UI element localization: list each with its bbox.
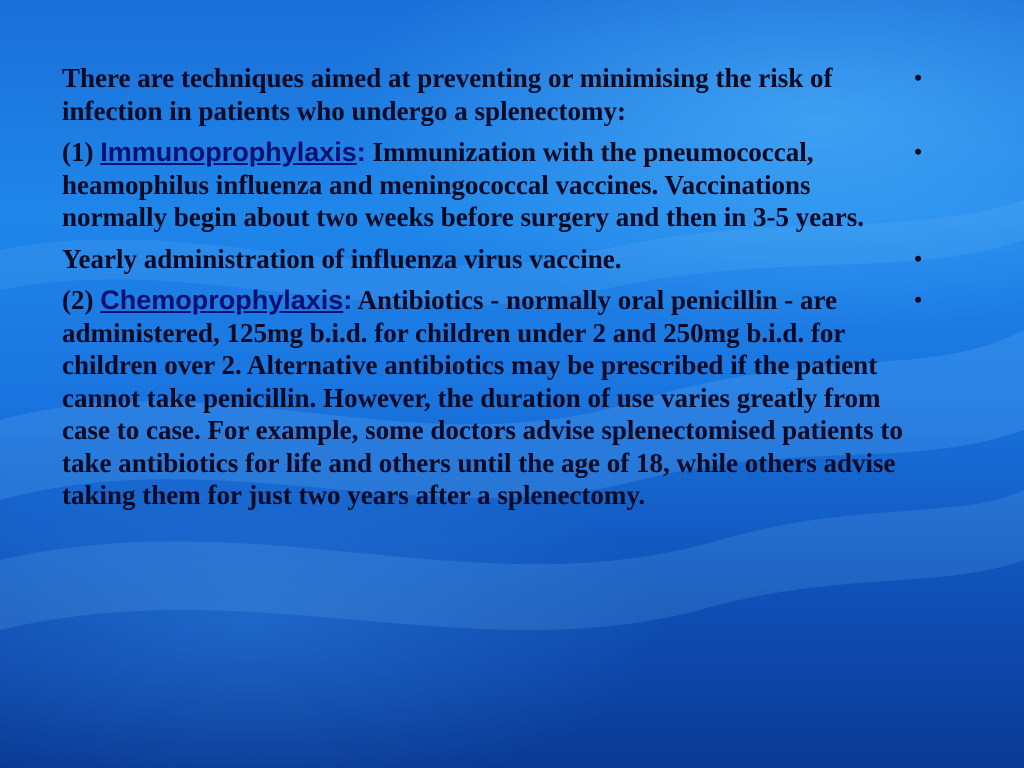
bullet-text: Immunization with the pneumococcal, heamophilus influenza and meningococcal vaccines. Vaccinations normally begin about two weeks before surgery and then in 3-5 years. <box>62 137 864 232</box>
bullet-item-immunoprophylaxis <box>62 136 922 234</box>
term-colon: : <box>356 137 366 167</box>
bullet-text: Antibiotics - normally oral penicillin - are administered, 125mg b.i.d. for children under 2 and 250mg b.i.d. for children over 2. Alternative antibiotics may be prescribed if the patient cannot take penicillin. However, the duration of use varies greatly from case to case. For example, some doctors advise splenectomised patients to take antibiotics for life and others until the age of 18, while others advise taking them for just two years after a splenectomy. <box>62 285 903 510</box>
bullet-list <box>62 62 922 521</box>
bullet-marker: • <box>914 287 922 312</box>
item-number: (1) <box>62 137 101 167</box>
bullet-text: Yearly administration of influenza virus vaccine. <box>62 243 622 274</box>
bullet-item-chemoprophylaxis <box>62 284 922 512</box>
bullet-text: There are techniques aimed at preventing or minimising the risk of infection in patients who undergo a splenectomy: <box>62 63 833 126</box>
term-chemoprophylaxis: Chemoprophylaxis <box>100 285 344 315</box>
bullet-marker: • <box>914 139 922 164</box>
term-colon: : <box>343 285 353 315</box>
item-number: (2) <box>62 285 101 315</box>
bullet-marker: • <box>914 245 922 271</box>
bullet-item-yearly-vaccine <box>62 243 922 276</box>
bullet-marker: • <box>914 65 922 90</box>
term-immunoprophylaxis: Immunoprophylaxis <box>100 137 357 167</box>
bullet-item-intro <box>62 62 922 127</box>
